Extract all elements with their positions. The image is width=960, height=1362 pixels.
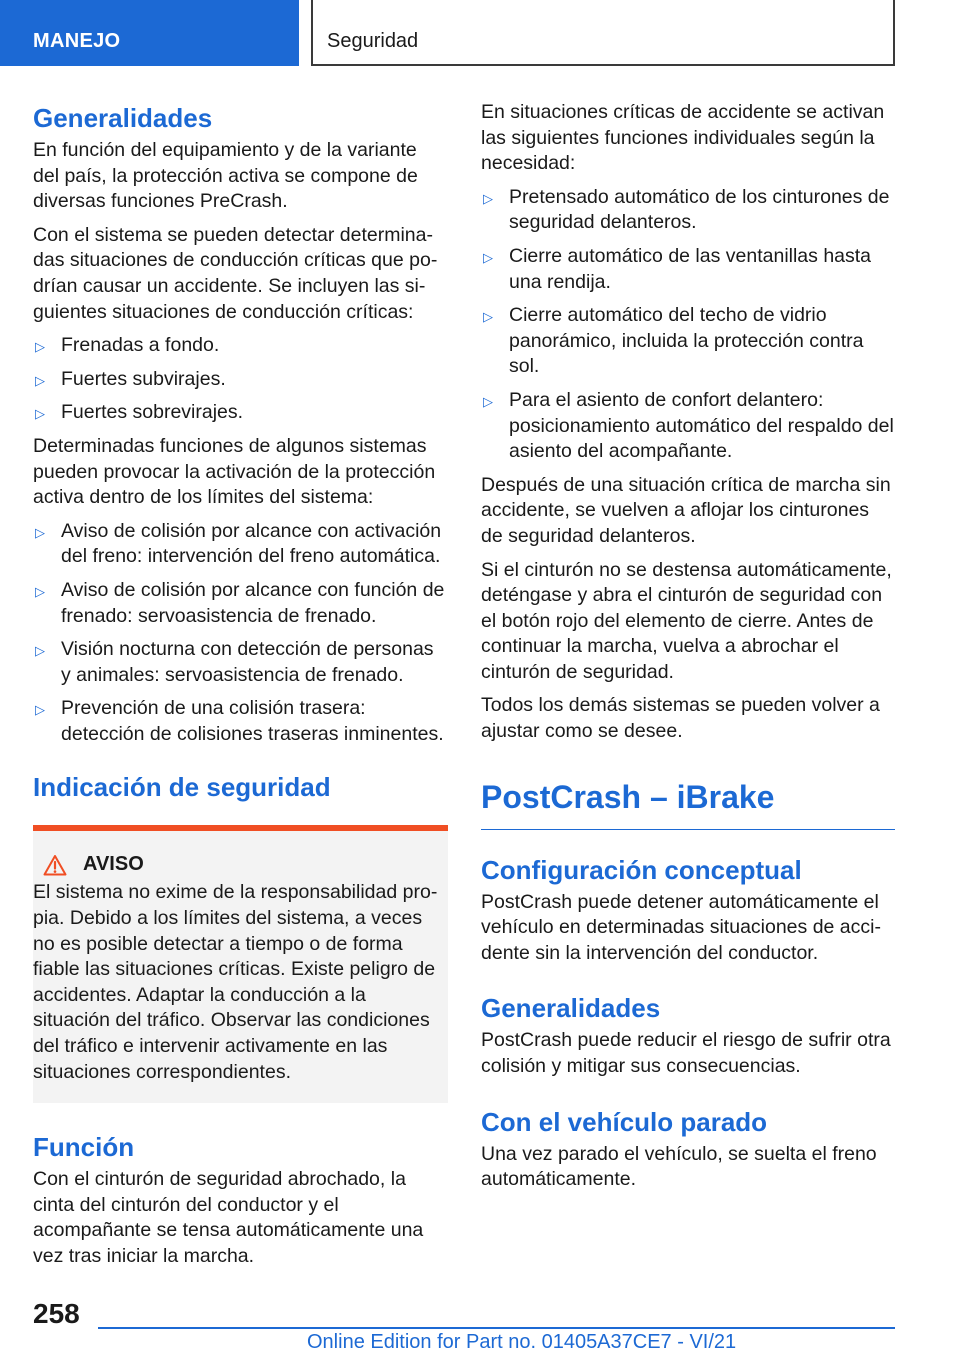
paragraph: Todos los demás sistemas se pueden volver a ajustar como se desee. [481, 694, 880, 743]
list-item: ▷ Aviso de colisión por alcance con función de frenado: servoasistencia de frenado. [35, 578, 445, 627]
list-item: ▷ Cierre automático de las ventanillas hasta una rendija. [483, 244, 872, 293]
bullet-triangle-icon: ▷ [35, 643, 45, 659]
bullet-triangle-icon: ▷ [483, 249, 493, 265]
paragraph: En función del equipamiento y de la variante del país, la protección activa se compone de diversas funciones PreCrash. [33, 139, 418, 213]
heading-generalidades: Generalidades [33, 103, 213, 133]
list-item: ▷ Pretensado automático de los cinturones de seguridad delanteros. [483, 185, 890, 234]
bullet-triangle-icon: ▷ [35, 583, 45, 599]
list-item: ▷ Visión nocturna con detección de personas y animales: servoasistencia de frenado. [35, 638, 434, 686]
list-item: ▷ Aviso de colisión por alcance con activación del freno: intervención del freno automática. [35, 519, 442, 568]
heading-generalidades-postcrash: Generalidades [481, 993, 661, 1024]
section-title: Seguridad [311, 0, 895, 66]
bullet-triangle-icon: ▷ [483, 190, 493, 206]
paragraph: PostCrash puede detener automáticamente el vehículo en determinadas situaciones de accidente sin la intervención del conductor. [481, 890, 881, 964]
paragraph: Determinadas funciones de algunos sistemas pueden provocar la activación de la protección activa dentro de los límites del sistema: [33, 434, 436, 509]
heading-configuracion-conceptual: Configuración conceptual [481, 854, 802, 885]
bullet-triangle-icon: ▷ [35, 702, 45, 718]
footer-divider [98, 1327, 895, 1329]
warning-title: AVISO [83, 853, 144, 876]
list-item: ▷ Para el asiento de confort delantero: posicionamiento automático del respaldo del asiento del acompañante. [483, 388, 894, 463]
edition-link[interactable]: Online Edition for Part no. 01405A37CE7 - VI/21 [307, 1331, 737, 1353]
bullet-triangle-icon: ▷ [35, 524, 45, 540]
warning-header [33, 853, 448, 876]
list-item: ▷ Fuertes subvirajes. [33, 367, 448, 393]
warning-text: El sistema no exime de la responsabilidad propia. Debido a los límites del sistema, a veces no es posible detectar a tiempo o de forma fiable las situaciones críticas. Existe peligro de accidentes. Adaptar la conducción a la situación del tráfico. Observar las condiciones del tráfico e intervenir activamente en las situaciones correspondientes. [33, 881, 438, 1083]
warning-box [33, 825, 448, 1103]
warning-triangle-icon [43, 854, 67, 876]
page-number: 258 [33, 1298, 80, 1329]
list-item: ▷ Frenadas a fondo. [33, 333, 448, 359]
heading-vehiculo-parado: Con el vehículo parado [481, 1106, 768, 1137]
bullet-list-situations [33, 333, 448, 426]
paragraph: Después de una situación crítica de marcha sin accidente, se vuelven a aflojar los cinturones de seguridad delanteros. [481, 473, 891, 547]
paragraph: Con el cinturón de seguridad abrochado, la cinta del cinturón del conductor y el acompañante se tensa automáticamente una vez tras iniciar la marcha. [33, 1168, 424, 1267]
chapter-tab: MANEJO [0, 0, 299, 66]
bullet-triangle-icon: ▷ [35, 406, 45, 422]
bullet-list-functions [33, 519, 448, 748]
bullet-triangle-icon: ▷ [483, 309, 493, 325]
bullet-list-individual-functions [481, 185, 895, 465]
right-column [481, 100, 895, 1201]
list-item: ▷ Prevención de una colisión trasera: detección de colisiones traseras inminentes. [35, 697, 444, 745]
paragraph: En situaciones críticas de accidente se activan las siguientes funciones individuales según la necesidad: [481, 101, 885, 175]
list-item: ▷ Cierre automático del techo de vidrio panorámico, incluida la protección contra sol. [483, 304, 864, 378]
bullet-triangle-icon: ▷ [35, 372, 45, 388]
paragraph: Con el sistema se pueden detectar determinadas situaciones de conducción críticas que podrían causar un accidente. Se incluyen las siguientes situaciones de conducción críticas: [33, 223, 438, 323]
bullet-triangle-icon: ▷ [35, 339, 45, 355]
chapter-postcrash-ibrake: PostCrash – iBrake [481, 775, 895, 830]
paragraph: PostCrash puede reducir el riesgo de sufrir otra colisión y mitigar sus consecuencias. [481, 1029, 891, 1078]
paragraph: Si el cinturón no se destensa automáticamente, deténgase y abra el cinturón de seguridad con el botón rojo del elemento de cierre. Antes de continuar la marcha, vuelva a abrochar el cinturón de seguridad. [481, 558, 892, 683]
list-item: ▷ Fuertes sobrevirajes. [33, 400, 448, 426]
left-column [33, 100, 448, 1278]
paragraph: Una vez parado el vehículo, se suelta el freno automáticamente. [481, 1142, 877, 1191]
bullet-triangle-icon: ▷ [483, 393, 493, 409]
heading-funcion: Función [33, 1132, 135, 1163]
heading-indicacion-seguridad: Indicación de seguridad [33, 772, 331, 803]
